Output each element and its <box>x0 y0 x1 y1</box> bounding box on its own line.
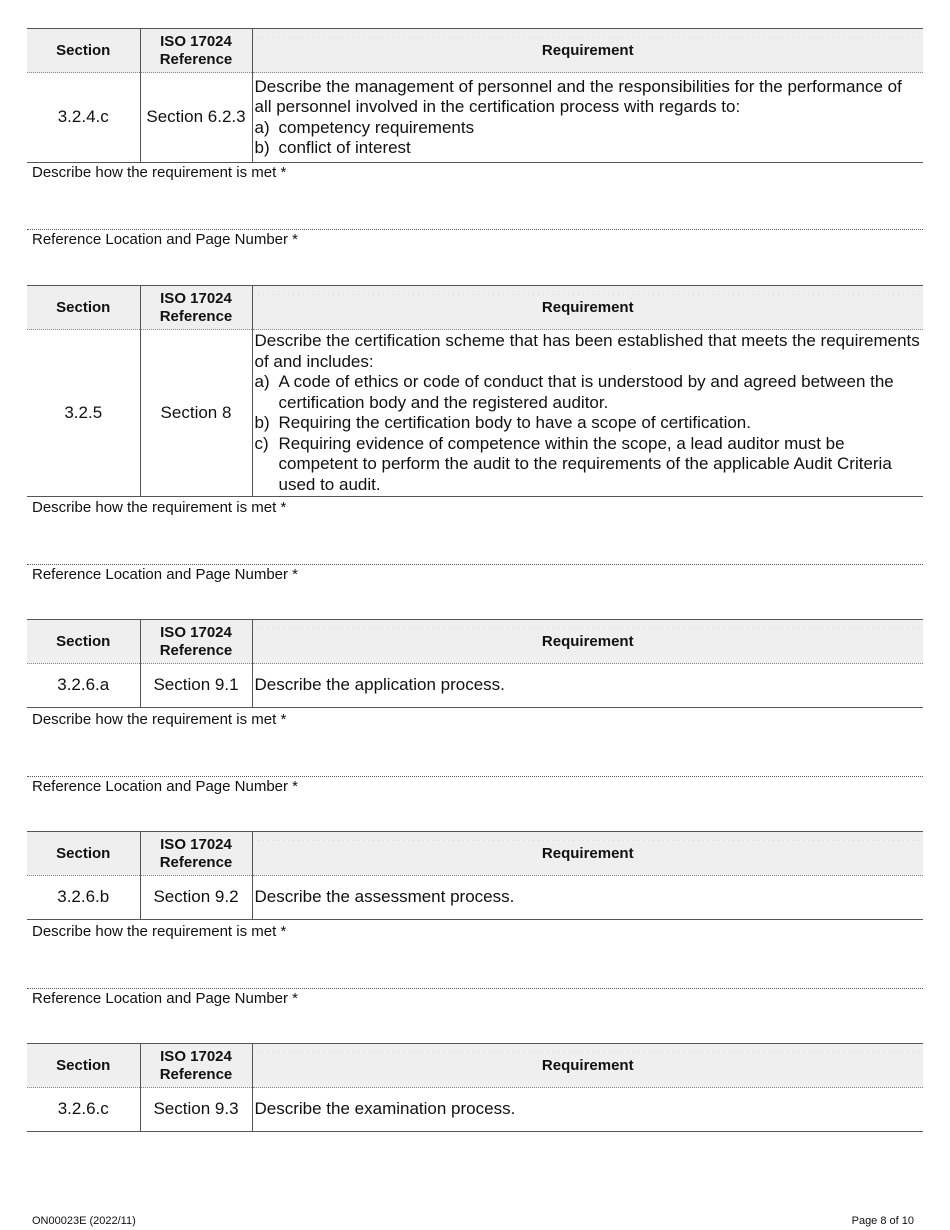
page-number: Page 8 of 10 <box>851 1215 914 1227</box>
describe-field-input[interactable] <box>27 229 923 230</box>
section-header: Section <box>27 286 140 330</box>
iso-reference-header: ISO 17024 Reference <box>140 29 252 73</box>
list-item <box>255 372 922 413</box>
table-row <box>27 664 923 708</box>
iso-reference-header: ISO 17024 Reference <box>140 832 252 876</box>
iso-reference-cell: Section 6.2.3 <box>140 73 252 163</box>
section-header: Section <box>27 1044 140 1088</box>
table-row <box>27 73 923 163</box>
describe-field-label: Describe how the requirement is met * <box>32 711 287 728</box>
describe-field-label: Describe how the requirement is met * <box>32 499 287 516</box>
list-item <box>255 434 922 496</box>
requirement-table-5 <box>27 1043 923 1132</box>
section-cell: 3.2.6.c <box>27 1088 140 1132</box>
list-item-text: conflict of interest <box>278 138 411 157</box>
list-item <box>255 138 922 159</box>
describe-field-label: Describe how the requirement is met * <box>32 923 287 940</box>
iso-reference-header: ISO 17024 Reference <box>140 1044 252 1088</box>
reference-field-label: Reference Location and Page Number * <box>32 566 299 583</box>
list-marker: c) <box>254 433 269 453</box>
section-cell: 3.2.6.b <box>27 876 140 920</box>
requirement-table-3 <box>27 619 923 708</box>
form-id: ON00023E (2022/11) <box>32 1215 136 1227</box>
list-item-text: Requiring the certification body to have a scope of certification. <box>278 413 751 432</box>
requirement-table-2 <box>27 285 923 497</box>
list-item-text: A code of ethics or code of conduct that is understood by and agreed between the certification body and the registered auditor. <box>278 372 894 412</box>
requirement-header: Requirement <box>252 29 923 73</box>
reference-field-label: Reference Location and Page Number * <box>32 778 299 795</box>
list-item <box>255 413 922 434</box>
requirement-table-4 <box>27 831 923 920</box>
requirement-text: Describe the management of personnel and the responsibilities for the performance of all personnel involved in the certification process with regards to: <box>254 76 902 116</box>
iso-reference-cell: Section 9.2 <box>140 876 252 920</box>
describe-field-input[interactable] <box>27 988 923 989</box>
iso-reference-cell: Section 9.3 <box>140 1088 252 1132</box>
table-row <box>27 330 923 497</box>
iso-reference-header: ISO 17024 Reference <box>140 286 252 330</box>
iso-reference-cell: Section 8 <box>140 330 252 497</box>
reference-field-label: Reference Location and Page Number * <box>32 990 299 1007</box>
iso-reference-header: ISO 17024 Reference <box>140 620 252 664</box>
requirement-list <box>255 118 922 159</box>
list-marker: b) <box>254 138 270 157</box>
requirement-table-1 <box>27 28 923 163</box>
section-header: Section <box>27 832 140 876</box>
reference-field-label: Reference Location and Page Number * <box>32 231 299 248</box>
describe-field-input[interactable] <box>27 564 923 565</box>
section-header: Section <box>27 29 140 73</box>
list-marker: a) <box>254 117 270 137</box>
list-item-text: competency requirements <box>278 117 475 137</box>
requirement-cell: Describe the examination process. <box>252 1088 923 1132</box>
requirement-header: Requirement <box>252 832 923 876</box>
list-marker: a) <box>254 372 270 391</box>
requirement-header: Requirement <box>252 1044 923 1088</box>
section-cell: 3.2.4.c <box>27 73 140 163</box>
requirement-header: Requirement <box>252 620 923 664</box>
requirement-cell: Describe the assessment process. <box>252 876 923 920</box>
requirement-header: Requirement <box>252 286 923 330</box>
list-item <box>255 118 922 139</box>
requirement-text: Describe the certification scheme that has been established that meets the requirements of and includes: <box>254 331 920 371</box>
requirement-cell: Describe the application process. <box>252 664 923 708</box>
requirement-list <box>255 372 922 495</box>
requirement-cell <box>252 330 923 497</box>
describe-field-input[interactable] <box>27 776 923 777</box>
list-marker: b) <box>254 413 270 432</box>
table-row <box>27 1088 923 1132</box>
list-item-text: Requiring evidence of competence within the scope, a lead auditor must be competent to perform the audit to the requirements of the applicable Audit Criteria used to audit. <box>278 433 892 494</box>
describe-field-label: Describe how the requirement is met * <box>32 164 287 181</box>
requirement-cell <box>252 73 923 163</box>
iso-reference-cell: Section 9.1 <box>140 664 252 708</box>
section-cell: 3.2.6.a <box>27 664 140 708</box>
section-header: Section <box>27 620 140 664</box>
section-cell: 3.2.5 <box>27 330 140 497</box>
table-row <box>27 876 923 920</box>
